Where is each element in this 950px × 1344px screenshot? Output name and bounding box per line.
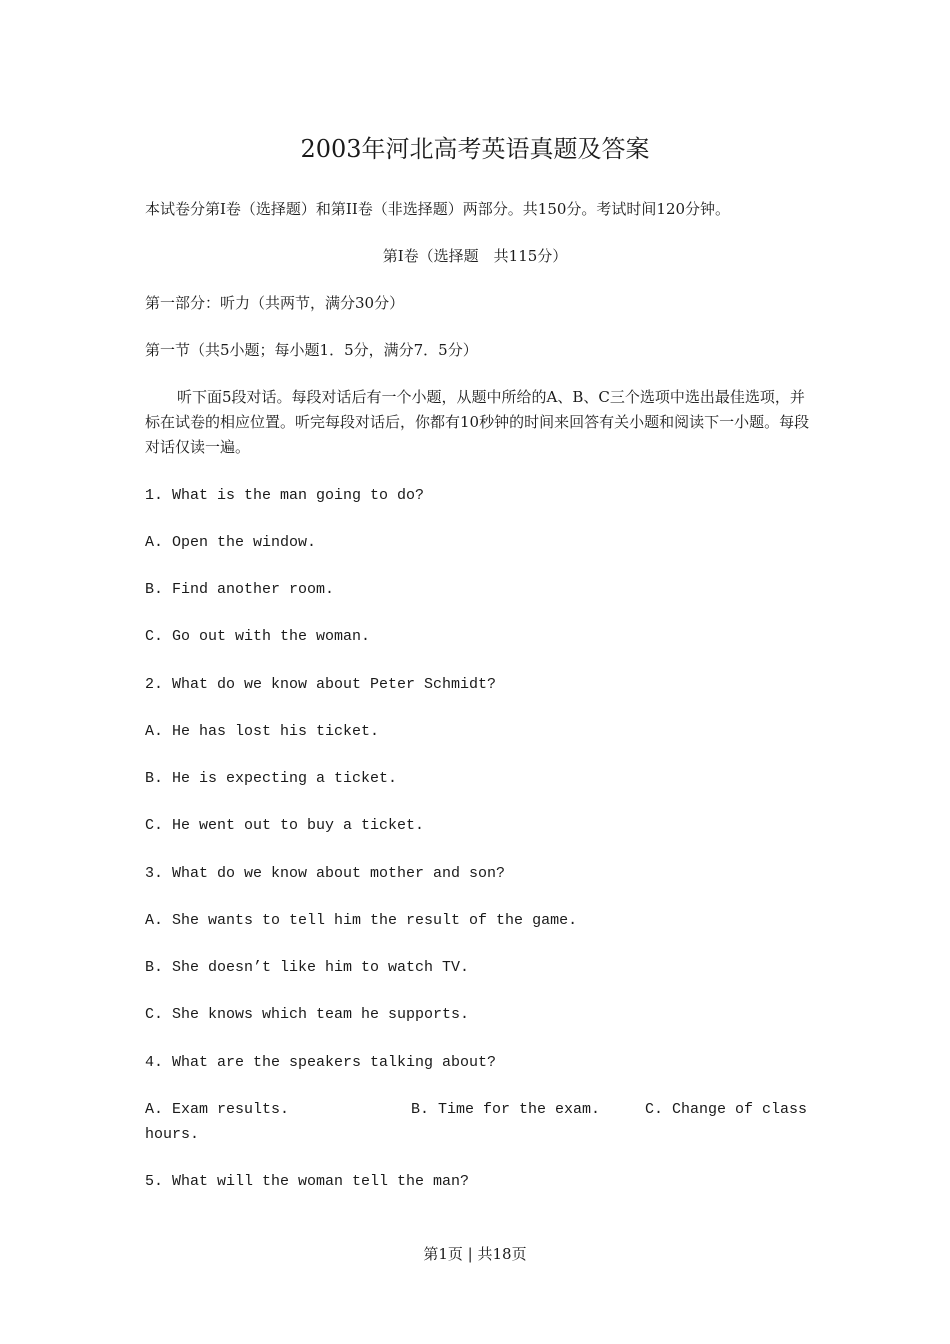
document-title: 2003年河北高考英语真题及答案 [300,135,650,163]
question-1-stem: 1. What is the man going to do? [145,487,425,504]
page-footer: 第1页 | 共18页 [423,1245,527,1263]
question-3-option-a: A. She wants to tell him the result of the game. [145,912,578,929]
question-4-options-row [145,1097,810,1122]
question-2-option-b: B. He is expecting a ticket. [145,770,398,787]
question-4-stem: 4. What are the speakers talking about? [145,1054,497,1071]
question-1-option-c: C. Go out with the woman. [145,628,371,645]
question-3-option-b: B. She doesn’t like him to watch TV. [145,959,470,976]
question-4-option-a: A. Exam results. [145,1101,290,1118]
question-5-stem: 5. What will the woman tell the man? [145,1173,470,1190]
listening-instructions: 听下面5段对话。每段对话后有一个小题，从题中所给的A、B、C三个选项中选出最佳选项，并标在试卷的相应位置。听完每段对话后，你都有10秒钟的时间来回答有关小题和阅读下一小题。每段对话仅读一遍。 [145,388,810,456]
question-4-option-c: C. Change of class [645,1101,808,1118]
question-3-stem: 3. What do we know about mother and son? [145,865,506,882]
question-2-stem: 2. What do we know about Peter Schmidt? [145,676,497,693]
question-1-option-a: A. Open the window. [145,534,317,551]
exam-intro: 本试卷分第I卷（选择题）和第II卷（非选择题）两部分。共150分。考试时间120分钟。 [145,200,731,218]
volume-heading: 第I卷（选择题 共115分） [382,247,568,265]
question-2-option-c: C. He went out to buy a ticket. [145,817,425,834]
question-4-option-c-continued: hours. [145,1126,200,1143]
section-heading: 第一节（共5小题；每小题1．5分，满分7．5分） [145,341,478,359]
question-3-option-c: C. She knows which team he supports. [145,1006,470,1023]
question-4-option-b: B. Time for the exam. [411,1101,601,1118]
part-heading: 第一部分：听力（共两节，满分30分） [145,294,405,312]
question-2-option-a: A. He has lost his ticket. [145,723,380,740]
question-1-option-b: B. Find another room. [145,581,335,598]
